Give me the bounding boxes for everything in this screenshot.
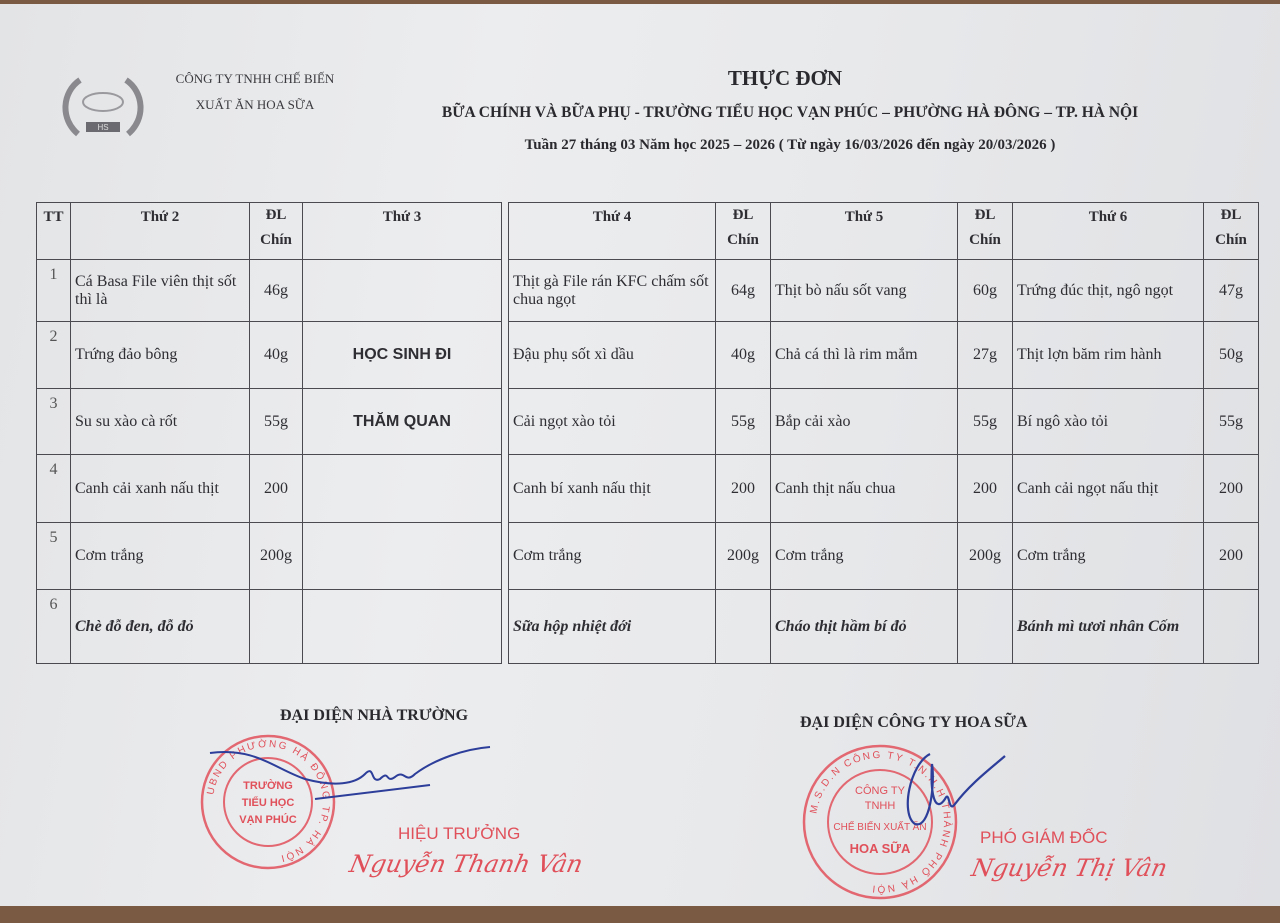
table-row — [37, 389, 1259, 455]
dish-thu-5: Chả cá thì là rim mắm — [771, 322, 958, 389]
weight-thu-4: 200 — [716, 455, 771, 523]
school-signer-name: Nguyễn Thanh Vân — [347, 850, 586, 878]
dish-thu-2: Su su xào cà rốt — [71, 389, 250, 455]
weight-thu-5: 60g — [958, 260, 1013, 322]
dish-thu-2: Trứng đảo bông — [71, 322, 250, 389]
row-number: 6 — [37, 590, 71, 664]
col-thu-6: Thứ 6 — [1013, 203, 1204, 260]
table-row — [37, 590, 1259, 664]
weight-thu-6: 55g — [1204, 389, 1259, 455]
menu-document — [0, 4, 1280, 906]
svg-text:HS: HS — [97, 123, 109, 132]
company-signature — [890, 744, 1010, 829]
table-row — [37, 455, 1259, 523]
weight-thu-5 — [958, 590, 1013, 664]
table-row — [37, 322, 1259, 389]
company-name-line1: CÔNG TY TNHH CHẾ BIẾN — [175, 71, 335, 86]
company-signer-name: Nguyễn Thị Vân — [969, 854, 1170, 882]
dish-thu-5: Thịt bò nấu sốt vang — [771, 260, 958, 322]
dish-thu-6: Thịt lợn băm rim hành — [1013, 322, 1204, 389]
note-thu-3 — [303, 523, 502, 590]
row-number: 2 — [37, 322, 71, 389]
dish-thu-4: Cải ngọt xào tỏi — [509, 389, 716, 455]
svg-text:VẠN PHÚC: VẠN PHÚC — [239, 814, 297, 826]
table-row — [37, 260, 1259, 322]
company-signature-heading: ĐẠI DIỆN CÔNG TY HOA SỮA — [800, 714, 1028, 731]
dish-thu-5: Cháo thịt hầm bí đỏ — [771, 590, 958, 664]
weight-thu-2: 46g — [250, 260, 303, 322]
dish-thu-2: Chè đỗ đen, đỗ đỏ — [71, 590, 250, 664]
weight-thu-5: 200g — [958, 523, 1013, 590]
weight-thu-4: 55g — [716, 389, 771, 455]
row-number: 5 — [37, 523, 71, 590]
company-name-line2: XUẤT ĂN HOA SỮA — [195, 97, 315, 112]
svg-text:M.S.D.N CÔNG TY T.N.H.H THÀNH: M.S.D.N CÔNG TY T.N.H.H THÀNH PHỐ HÀ NỘI — [808, 749, 953, 895]
dish-thu-2: Cơm trắng — [71, 523, 250, 590]
dish-thu-6: Bí ngô xào tỏi — [1013, 389, 1204, 455]
school-signer-role: HIỆU TRƯỞNG — [398, 824, 521, 843]
col-weight: ĐL Chín — [716, 203, 771, 260]
col-weight: ĐL Chín — [1204, 203, 1259, 260]
weight-thu-4: 64g — [716, 260, 771, 322]
dish-thu-6: Bánh mì tươi nhân Cốm — [1013, 590, 1204, 664]
dish-thu-2: Cá Basa File viên thịt sốt thì là — [71, 260, 250, 322]
dish-thu-5: Bắp cải xào — [771, 389, 958, 455]
page-subtitle: BỮA CHÍNH VÀ BỮA PHỤ - TRƯỜNG TIỂU HỌC VẠN PHÚC – PHƯỜNG HÀ ĐÔNG – TP. HÀ NỘI — [441, 104, 1139, 121]
svg-text:TIỂU HỌC: TIỂU HỌC — [241, 797, 295, 809]
weight-thu-6: 47g — [1204, 260, 1259, 322]
col-thu-4: Thứ 4 — [509, 203, 716, 260]
column-gap — [502, 523, 509, 590]
week-range: Tuần 27 tháng 03 Năm học 2025 – 2026 ( Từ ngày 16/03/2026 đến ngày 20/03/2026 ) — [524, 137, 1056, 153]
column-gap — [502, 322, 509, 389]
weight-thu-4 — [716, 590, 771, 664]
weight-thu-5: 27g — [958, 322, 1013, 389]
svg-text:UBND PHƯỜNG HÀ ĐÔNG TP. HÀ NỘI: UBND PHƯỜNG HÀ ĐÔNG TP. HÀ NỘI — [205, 738, 332, 864]
weight-thu-4: 200g — [716, 523, 771, 590]
note-thu-3: HỌC SINH ĐI — [303, 322, 502, 389]
table-header-row — [37, 203, 1259, 260]
note-thu-3: THĂM QUAN — [303, 389, 502, 455]
dish-thu-4: Thịt gà File rán KFC chấm sốt chua ngọt — [509, 260, 716, 322]
col-thu-3: Thứ 3 — [303, 203, 502, 260]
dish-thu-4: Sữa hộp nhiệt đới — [509, 590, 716, 664]
dish-thu-6: Cơm trắng — [1013, 523, 1204, 590]
svg-text:HOA SỮA: HOA SỮA — [849, 841, 911, 856]
row-number: 3 — [37, 389, 71, 455]
weight-thu-2: 200 — [250, 455, 303, 523]
note-thu-3 — [303, 260, 502, 322]
weight-thu-6 — [1204, 590, 1259, 664]
svg-text:TRƯỜNG: TRƯỜNG — [243, 780, 293, 792]
col-weight: ĐL Chín — [250, 203, 303, 260]
page-title: THỰC ĐƠN — [727, 66, 843, 90]
note-thu-3 — [303, 590, 502, 664]
weight-thu-2 — [250, 590, 303, 664]
svg-text:CHẾ BIẾN XUẤT ĂN: CHẾ BIẾN XUẤT ĂN — [833, 822, 927, 833]
weight-thu-2: 40g — [250, 322, 303, 389]
school-signature-heading: ĐẠI DIỆN NHÀ TRƯỜNG — [280, 707, 469, 724]
company-signer-role: PHÓ GIÁM ĐỐC — [980, 828, 1108, 847]
column-gap — [502, 260, 509, 322]
col-weight: ĐL Chín — [958, 203, 1013, 260]
column-gap — [502, 389, 509, 455]
weight-thu-5: 55g — [958, 389, 1013, 455]
weight-thu-2: 55g — [250, 389, 303, 455]
svg-text:CÔNG TY: CÔNG TY — [855, 785, 905, 797]
weight-thu-6: 200 — [1204, 455, 1259, 523]
col-thu-5: Thứ 5 — [771, 203, 958, 260]
weight-thu-5: 200 — [958, 455, 1013, 523]
table-row — [37, 523, 1259, 590]
dish-thu-5: Cơm trắng — [771, 523, 958, 590]
dish-thu-5: Canh thịt nấu chua — [771, 455, 958, 523]
col-tt: TT — [37, 203, 71, 260]
column-gap — [502, 203, 509, 260]
note-thu-3 — [303, 455, 502, 523]
dish-thu-4: Đậu phụ sốt xì dầu — [509, 322, 716, 389]
weight-thu-6: 50g — [1204, 322, 1259, 389]
school-signature — [205, 739, 495, 814]
weight-thu-2: 200g — [250, 523, 303, 590]
col-thu-2: Thứ 2 — [71, 203, 250, 260]
dish-thu-6: Trứng đúc thịt, ngô ngọt — [1013, 260, 1204, 322]
row-number: 1 — [37, 260, 71, 322]
menu-table — [36, 202, 1259, 664]
column-gap — [502, 590, 509, 664]
dish-thu-6: Canh cải ngọt nấu thịt — [1013, 455, 1204, 523]
svg-text:TNHH: TNHH — [864, 800, 896, 812]
dish-thu-4: Canh bí xanh nấu thịt — [509, 455, 716, 523]
row-number: 4 — [37, 455, 71, 523]
weight-thu-6: 200 — [1204, 523, 1259, 590]
dish-thu-4: Cơm trắng — [509, 523, 716, 590]
weight-thu-4: 40g — [716, 322, 771, 389]
column-gap — [502, 455, 509, 523]
dish-thu-2: Canh cải xanh nấu thịt — [71, 455, 250, 523]
company-logo — [58, 74, 148, 142]
